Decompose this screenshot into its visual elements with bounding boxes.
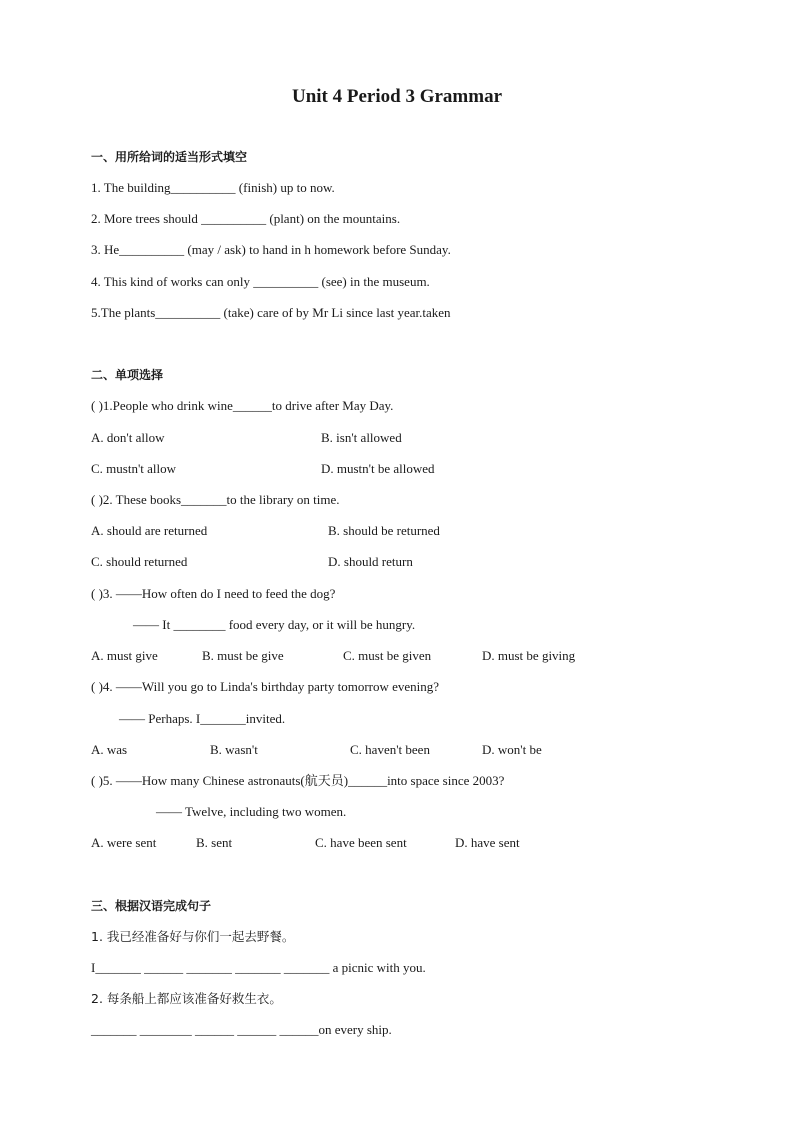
q3-reply: —— It ________ food every day, or it will be hungry.	[133, 617, 416, 632]
fill-item-5: 5.The plants__________ (take) care of by Mr Li since last year.taken	[91, 305, 451, 320]
q1-option-a: A. don't allow	[91, 430, 165, 445]
q2-stem: ( )2. These books_______to the library on time.	[91, 492, 340, 507]
q5-stem: ( )5. ——How many Chinese astronauts(航天员)______into space since 2003?	[91, 773, 505, 788]
sentence1-chinese: 1. 我已经准备好与你们一起去野餐。	[91, 929, 295, 944]
q4-option-d: D. won't be	[482, 742, 542, 757]
q4-reply: —— Perhaps. I_______invited.	[119, 711, 286, 726]
page-title: Unit 4 Period 3 Grammar	[291, 86, 502, 107]
q1-option-b: B. isn't allowed	[321, 430, 402, 445]
q3-stem: ( )3. ——How often do I need to feed the dog?	[91, 586, 336, 601]
section1-heading: 一、用所给词的适当形式填空	[91, 150, 248, 164]
sentence2-chinese: 2. 每条船上都应该准备好救生衣。	[91, 991, 282, 1006]
q3-option-c: C. must be given	[343, 648, 432, 663]
q2-option-b: B. should be returned	[328, 523, 440, 538]
q2-option-c: C. should returned	[91, 554, 188, 569]
q5-option-a: A. were sent	[91, 835, 157, 850]
q4-option-c: C. haven't been	[350, 742, 430, 757]
q5-option-d: D. have sent	[455, 835, 520, 850]
fill-item-4: 4. This kind of works can only __________ (see) in the museum.	[91, 274, 430, 289]
q3-option-a: A. must give	[91, 648, 158, 663]
sentence2-english: _______ ________ ______ ______ ______on every ship.	[91, 1022, 392, 1037]
q1-option-c: C. mustn't allow	[91, 461, 177, 476]
section2-heading: 二、单项选择	[91, 368, 164, 382]
fill-item-2: 2. More trees should __________ (plant) on the mountains.	[91, 211, 401, 226]
q5-option-c: C. have been sent	[315, 835, 407, 850]
q4-option-a: A. was	[91, 742, 128, 757]
section3-heading: 三、根据汉语完成句子	[91, 899, 212, 913]
fill-item-1: 1. The building__________ (finish) up to now.	[91, 180, 335, 195]
q3-option-d: D. must be giving	[482, 648, 576, 663]
sentence1-english: I_______ ______ _______ _______ _______ a picnic with you.	[91, 960, 426, 975]
q4-stem: ( )4. ——Will you go to Linda's birthday party tomorrow evening?	[91, 679, 440, 694]
fill-item-3: 3. He__________ (may / ask) to hand in h homework before Sunday.	[91, 242, 451, 257]
q1-stem: ( )1.People who drink wine______to drive after May Day.	[91, 398, 394, 413]
q2-option-a: A. should are returned	[91, 523, 208, 538]
q4-option-b: B. wasn't	[210, 742, 258, 757]
q2-option-d: D. should return	[328, 554, 413, 569]
q5-reply: —— Twelve, including two women.	[156, 804, 347, 819]
q1-option-d: D. mustn't be allowed	[321, 461, 435, 476]
q5-option-b: B. sent	[196, 835, 233, 850]
q3-option-b: B. must be give	[202, 648, 284, 663]
